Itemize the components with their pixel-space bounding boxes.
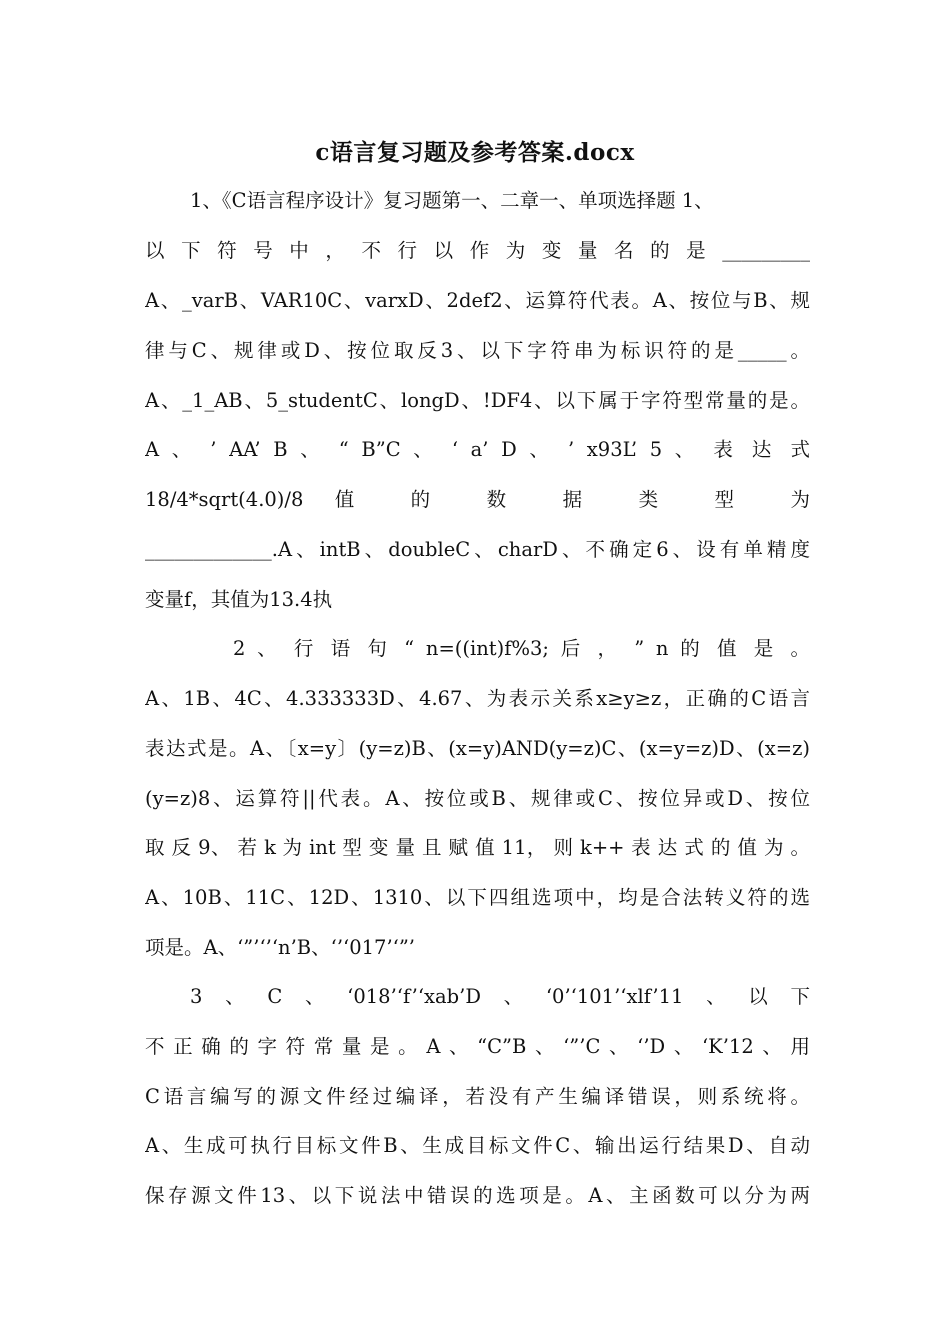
text-line: 2 、 行 语 句 “ n=((int)f%3; 后 ， ” n 的 值 是 。 (233, 637, 810, 660)
text-line: 3、C、‘018’‘f’‘xab’D、‘0’‘101’‘xlf’11、以下 (190, 985, 810, 1008)
document-title: c语言复习题及参考答案.docx (315, 139, 635, 166)
text-line: A、1B、4C、4.333333D、4.67、为表示关系x≥y≥z，正确的C语言 (145, 687, 810, 710)
text-line: 表达式是。A、〔x=y〕(y=z)B、(x=y)AND(y=z)C、(x=y=z)D、(x=z) (145, 737, 810, 760)
text-line: 保存源文件13、以下说法中错误的选项是。A、主函数可以分为两 (145, 1184, 810, 1207)
text-line: A、10B、11C、12D、1310、以下四组选项中，均是合法转义符的选 (145, 886, 810, 909)
text-line: 变量f，其值为13.4执 (145, 588, 333, 611)
text-line: C语言编写的源文件经过编译，若没有产生编译错误，则系统将。 (145, 1085, 810, 1108)
text-line: A、_varB、VAR10C、varxD、2def2、运算符代表。A、按位与B、规 (145, 289, 810, 312)
text-line: 律与C、规律或D、按位取反3、以下字符串为标识符的是_____。 (145, 339, 810, 362)
text-line: _____________.A、intB、doubleC、charD、不确定6、设有单精度 (145, 538, 810, 561)
text-line: 1、《C语言程序设计》复习题第一、二章一、单项选择题 1、 (190, 189, 714, 212)
text-line: A、生成可执行目标文件B、生成目标文件C、输出运行结果D、自动 (145, 1134, 810, 1157)
text-line: 不正确的字符常量是。A、“C”B、‘”’C、‘’D、‘K’12、用 (145, 1035, 810, 1058)
text-line: (y=z)8、运算符||代表。A、按位或B、规律或C、按位异或D、按位 (145, 787, 810, 810)
text-line: 取 反 9、 若 k 为 int 型 变 量 且 赋 值 11， 则 k++ 表 达 式 的 值 为 。 (145, 836, 810, 859)
text-line: 18/4*sqrt(4.0)/8 值 的 数 据 类 型 为 (145, 488, 810, 511)
text-line: 项是。A、‘”’‘’‘n’B、‘’‘017’‘”’ (145, 936, 416, 959)
text-line: A 、 ’ AA’ B 、 “ B”C 、 ‘ a’ D 、 ’ x93L’ 5 、 表 达 式 (145, 438, 810, 461)
text-line: 以 下 符 号 中 ， 不 行 以 作 为 变 量 名 的 是 _________ (145, 239, 810, 262)
text-line: A、_1_AB、5_studentC、longD、!DF4、以下属于字符型常量的是。 (145, 389, 810, 412)
